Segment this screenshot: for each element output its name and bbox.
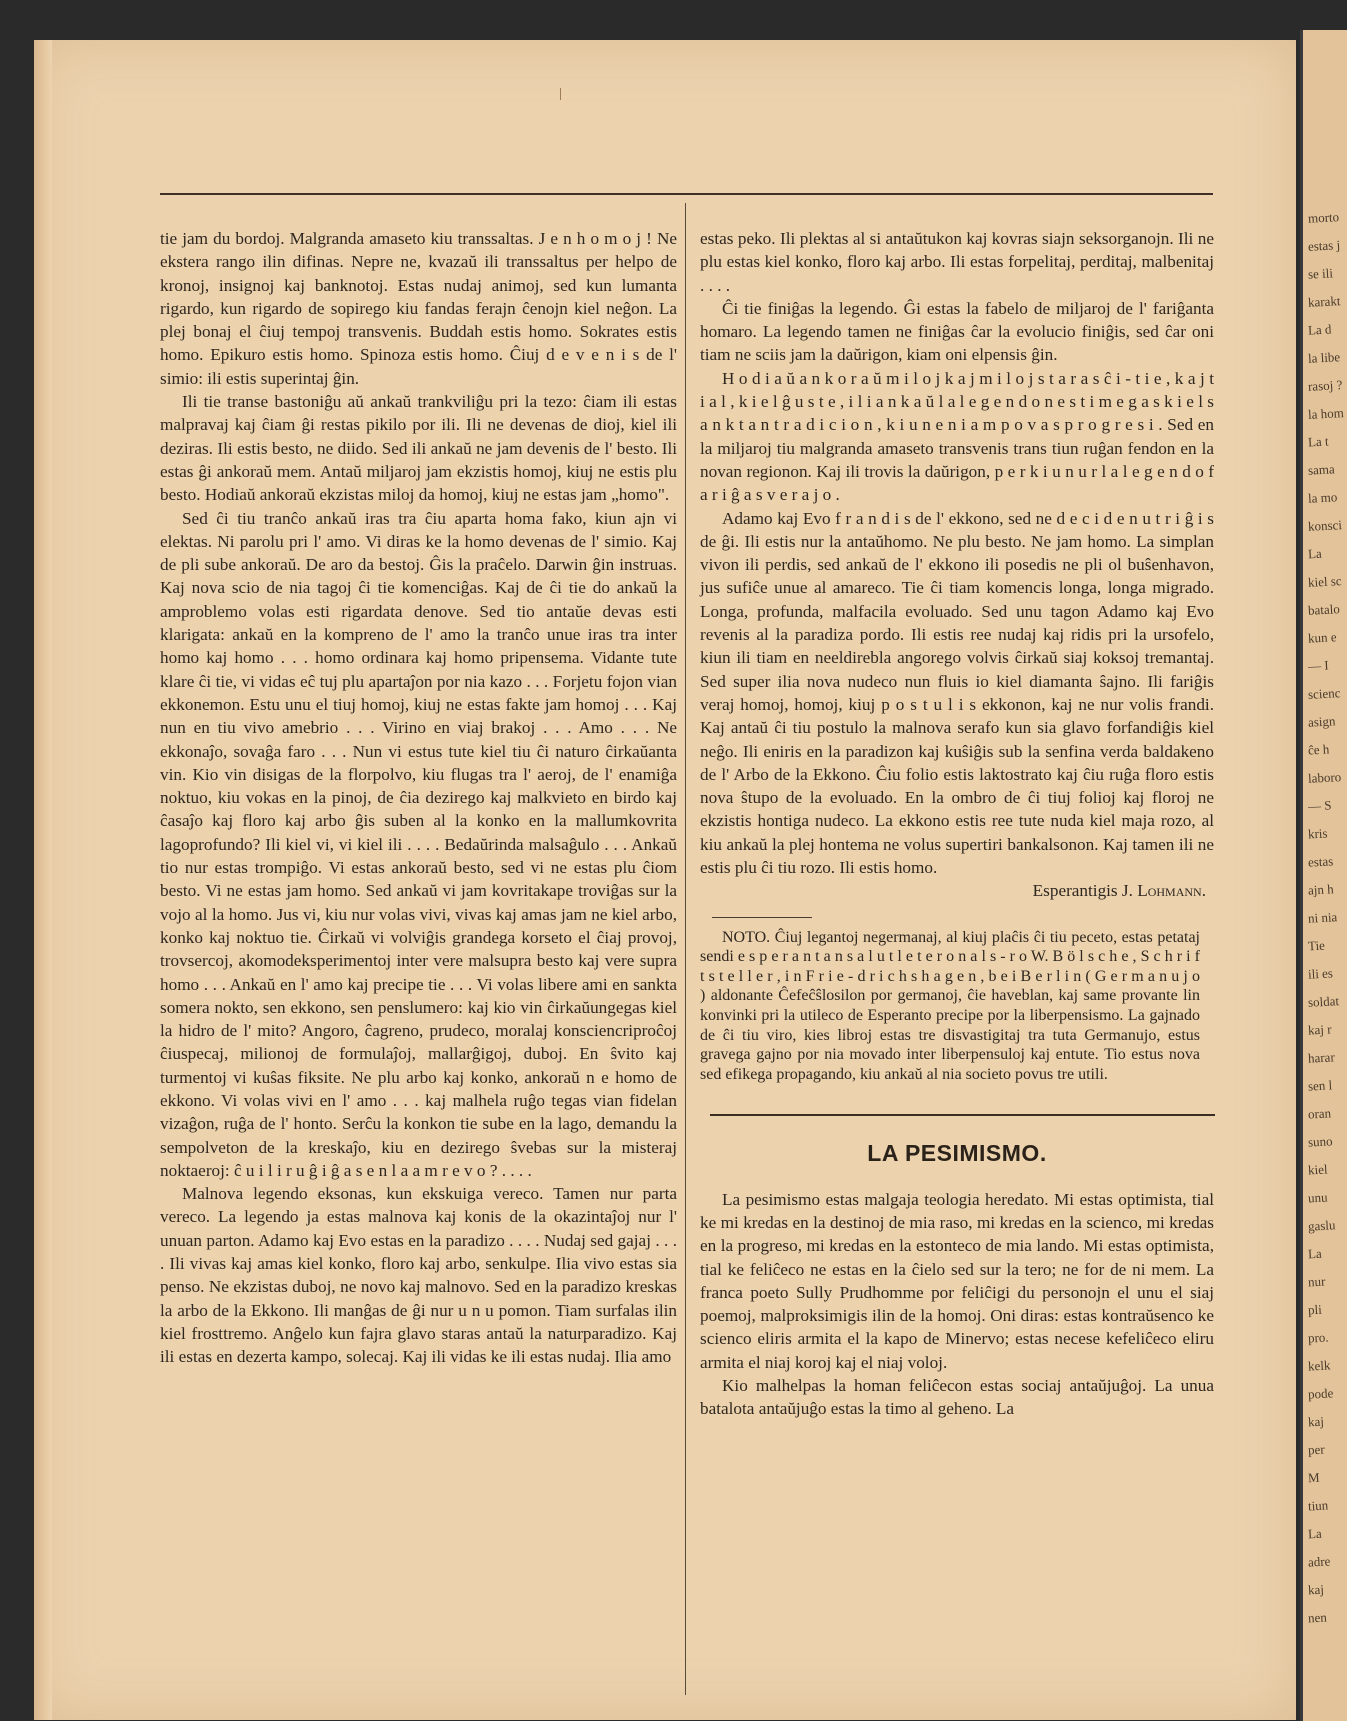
adjacent-page-fragment: ajn h <box>1307 881 1334 898</box>
adjacent-page-fragment: morto <box>1307 209 1340 226</box>
adjacent-page-fragment: scienc <box>1307 685 1341 702</box>
adjacent-page-fragment: ni nia <box>1307 909 1338 926</box>
footnote: NOTO. Ĉiuj legantoj negermanaj, al kiuj plaĉis ĉi tiu peceto, estas petataj sendi e s p e r a n t a n s a l u t l e t e r o n a l s - r o W. B ö l s c h e , S c h r i f t s t e l l e r , i n F r i e - d r i c h s h a g e n , b e i B e r l i n ( G e r m a n u j o ) aldonante Ĉefeĉŝlosilon por germanoj, ĉie haveblan, kaj same provante lin konvinki pri la utileco de Esperanto precipe por la liberpensismo. La gajnado de ĉi tiu viro, kies libroj estas tre disvastigitaj tra tuta Germanujo, estus gravega gajno por nia movado inter liberpensuloj kaj entute. Tio estus nova sed efikega propagando, kiu ankaŭ al nia societo povus tre utili. <box>700 928 1200 1083</box>
left-column <box>160 227 677 1369</box>
adjacent-page-fragment: nur <box>1307 1273 1326 1290</box>
adjacent-page-fragment: soldat <box>1307 993 1340 1010</box>
page-fold-shadow <box>34 40 52 1720</box>
adjacent-page-fragment: kaj r <box>1307 1021 1332 1038</box>
adjacent-page-fragment: kiel <box>1307 1161 1328 1178</box>
adjacent-page-fragment: estas <box>1307 853 1334 870</box>
adjacent-page-fragment: La t <box>1307 433 1329 450</box>
adjacent-page-fragment: asign <box>1307 713 1336 730</box>
adjacent-page-fragment: unu <box>1307 1189 1328 1206</box>
adjacent-page-fragment: batalo <box>1307 601 1341 618</box>
paragraph: Kio malhelpas la homan feliĉecon estas sociaj antaŭjuĝoj. La unua batalota antaŭjuĝo estas la timo al geheno. La <box>700 1376 1214 1419</box>
adjacent-page-fragment: kelk <box>1307 1357 1331 1374</box>
paragraph: Ili tie transe bastoniĝu aŭ ankaŭ trankviliĝu pri la tezo: ĉiam ili estas malpravaj kaj ĉiam ĝi restas pikilo por ili. Ili ne devenas de dioj, kiel ili deziras. Ili estis besto, ne diido. Sed ili ankaŭ ne jam devenis de l' besto. Ili estas ĝi ankoraŭ mem. Antaŭ miljaroj jam ekzistis homoj, kiuj ne estis plu besto. Hodiaŭ ankoraŭ ekzistas miloj da homoj, kiuj ne estas jam „homo". <box>160 392 677 505</box>
adjacent-page-fragment: kaj <box>1307 1413 1325 1430</box>
adjacent-page-fragment: estas j <box>1307 237 1341 254</box>
adjacent-page-fragment: karakt <box>1307 293 1341 310</box>
adjacent-page-fragment: — S <box>1307 797 1332 814</box>
adjacent-page-fragment: kiel sc <box>1307 573 1342 590</box>
paragraph: H o d i a ŭ a n k o r a ŭ m i l o j k a j m i l o j s t a r a s ĉ i - t i e , k a j t i a l , k i e l ĝ u s t e , i l i a n k a ŭ l a l e g e n d o n e s t i m e g a s k i e l s a n k t a n t r a d i c i o n , k i u n e n i a m p o v a s p r o g r e s i . Sed en la miljaroj tiu malgranda amaseto transvenis trans tiun ruĝan fendon en la novan regionon. Kaj ili trovis la daŭrigon, p e r k i u n u r l a l e g e n d o f a r i ĝ a s v e r a j o . <box>700 368 1214 505</box>
adjacent-page-edge <box>1300 30 1347 1721</box>
paragraph: La pesimismo estas malgaja teologia heredato. Mi estas optimista, tial ke mi kredas en la destinoj de mia raso, mi kredas en la scienco, mi kredas en la progreso, mi kredas en la estonteco de mia lando. Mi estas optimista, tial ke feliĉeco ne estas en la ĉielo sed sur la tero; ne for de ni mem. La franca poeto Sully Prudhomme por feliĉigi du personojn el unu el siaj poemoj, malproksimigis ilin de la homoj. Oni diras: estas kontraŭsenco ke scienco eliris armita el la kapo de Minervo; estas necese kefeliĉeco eliru armita el niaj koroj kaj el niaj voloj. <box>700 1189 1214 1372</box>
adjacent-page-fragment: — I <box>1307 657 1329 674</box>
paragraph: Ĉi tie finiĝas la legendo. Ĝi estas la fabelo de miljaroj de l' fariĝanta homaro. La legendo tamen ne finiĝas ĉar la evolucio finiĝis, sed ĉar oni tiam ne sciis jam la daŭrigon, kiam oni elpensis ĝin. <box>700 298 1214 365</box>
adjacent-page-fragment: se ili <box>1307 265 1334 282</box>
paragraph: estas peko. Ili plektas al si antaŭtukon kaj kovras siajn seksorganojn. Ili ne plu estas kiel konko, floro kaj arbo. Ili estas forpelitaj, perditaj, malbenitaj . . . . <box>700 229 1214 295</box>
paragraph: Adamo kaj Evo f r a n d i s de l' ekkono, sed ne d e c i d e n u t r i ĝ i s de ĝi. Ili estis nur la antaŭhomo. Ne plu besto. Ne jam homo. La simplan vivon ili perdis, sed ankaŭ de l' ekkono ili posedis ne pli ol buŝenhavon, jus sufiĉe unue al amareco. Tie ĉi tiam komencis longa, longa migrado. Longa, profunda, malfacila evoluado. Sed unu tagon Adamo kaj Evo revenis al la paradiza pordo. Ili estis ree nudaj kaj ridis pri la ursofelo, kiun ili tiam en neeldirebla angorego volvis ĉirkaŭ siaj koksoj tremantaj. Sed super ilia nova nudeco nun fluis io kiel diamanta ŝajno. Ili fariĝis veraj homoj, homoj, kiuj p o s t u l i s ekkonon, kaj ne nur volis frandi. Kaj antaŭ ĉi tiu postulo la malnova serafo kun sia glavo forfandiĝis kiel neĝo. Ili eniris en la paradizon kaj kuŝiĝis sub la senfina verda baldakeno de l' Arbo de la Ekkono. Ĉiu folio estis laktostrato kaj ĉiu ruĝa floro estis nova ŝtupo de la evoluado. En la ombro de ĉi tiuj folioj kaj floroj ne ekzistis hontiga nudeco. La ekkono estis ree tute nuda kiel maja rozo, al kiu ankaŭ la plej hontema ne volus supertiri bankalsonon. Kaj tamen ili ne estis plu ĉi tiu rozo. Ili estis homo. <box>700 508 1214 878</box>
adjacent-page-fragment: ili es <box>1307 965 1334 982</box>
right-column <box>700 227 1214 1421</box>
adjacent-page-fragment: konsci <box>1307 517 1343 534</box>
adjacent-page-fragment: pro. <box>1307 1329 1329 1346</box>
paragraph: Malnova legendo eksonas, kun ekskuiga vereco. Tamen nur parta vereco. La legendo ja estas malnova kaj konis de la okazintaĵoj nur l' unuan parton. Adamo kaj Evo estas en la paradizo . . . . Nudaj sed gajaj . . . . Ili vivas kaj amas kiel konko, floro kaj arbo, senkulpe. Ilia vivo estas sia penso. Ne ekzistas duboj, ne novo kaj malnovo. Sed en la paradizo kreskas la arbo de la Ekkono. Ili manĝas de ĝi nur u n u pomon. Tiam surfalas ilin kiel frosttremo. Anĝelo kun fajra glavo staras antaŭ la naturparadizo. Kaj ili estas en dezerta kampo, solecaj. Kaj ili vidas ke ili estas nudaj. Ilia amo <box>160 1184 677 1367</box>
adjacent-page-fragment: harar <box>1307 1049 1336 1066</box>
signature-prefix: Esperantigis J. <box>1032 881 1133 901</box>
adjacent-page-fragment: La <box>1307 1525 1323 1542</box>
paragraph: tie jam du bordoj. Malgranda amaseto kiu transsaltas. J e n h o m o j ! Ne ekstera rango ilin difinas. Nepre ne, kvazaŭ ili transsaltus per helpo de kronoj, insignoj kaj banknotoj. Estas nudaj animoj, sed kun lumanta rigardo, kun rigardo de sopirego kiu fandas ferajn ĉenojn kiel neĝon. La plej bonaj el ĉiuj tempoj transvenis. Buddah estis homo. Sokrates estis homo. Epikuro estis homo. Spinoza estis homo. Ĉiuj d e v e n i s de l' simio: ili estis superintaj ĝin. <box>160 229 677 388</box>
header-rule <box>160 193 1213 195</box>
adjacent-page-fragment: pli <box>1307 1301 1323 1318</box>
adjacent-page-fragment: oran <box>1307 1105 1332 1122</box>
adjacent-page-fragment: tiun <box>1307 1497 1329 1514</box>
adjacent-page-fragment: La <box>1307 1245 1323 1262</box>
adjacent-page-fragment: gaslu <box>1307 1217 1336 1234</box>
paragraph: Sed ĉi tiu tranĉo ankaŭ iras tra ĉiu aparta homa fako, kiun ajn vi elektas. Ni parolu pri l' amo. Vi diras ke la homo devenas de l' simio. Kaj de pli sube ankoraŭ. De aro da bestoj. Ĝis la praĉelo. Darwin ĝin instruas. Kaj nova scio de nia tagoj ĉi tie komenciĝas. Kaj de ĉi tie do ankaŭ la amproblemo volas esti rigardata denove. Sed tio antaŭe devas esti klarigata: ankaŭ en la kompreno de l' amo la tranĉo unue iras tra inter homo kaj homo . . . homo ordinara kaj homo pripensema. Vidante tute klare ĉi tie, vi vidas eĉ tuj plu apartaĵon por nia kazo . . . Forjetu fojon vian ekkonemon. Estu unu el tiuj homoj, kiuj ne estas fakte jam homoj . . . Kaj nun en tiu vivo amebrio . . . Virino en viaj brakoj . . . Amo . . . Ne ekkonaĵo, sovaĝa faro . . . Nun vi estus tute kiel tiu ĉi naturo ĉirkaŭanta vin. Kio vin disigas de la florpolvo, kiu flugas tra l' aeroj, de l' enamiĝa noktuo, kiu vokas en la pinoj, de ĉia dezirego kaj malkvieto en birdo kaj ĉasaĵo kaj floro kaj arbo ĝis suben al la konko en la mallumkovrita lagoprofundo? Ili kiel vi, vi kiel ili . . . . Bedaŭrinda malsaĝulo . . . Ankaŭ tio nur estas trompiĝo. Vi estas ankoraŭ besto, sed vi ne estas plu ĉiom besto. Vi ne estas jam homo. Sed ankaŭ vi jam kovritakape troviĝas sur la vojo al la homo. Jus vi, kiu nur volas vivi, vivas kaj amas jam ne kiel arbo, konko kaj noktuo tie. Ĉirkaŭ vi volviĝis grandega korseto el ĉiaj provoj, trovsercoj, akomodeksperimentoj inter vere malsupra besto kaj vere supra homo . . . Ankaŭ en l' amo kaj precipe tie . . . Vi volas libere ami en sankta somera nokto, sen ekkono, sen penslumero: kaj kio vin ĉirkaŭungegas kiel la hidro de l' mito? Angoro, ĉagreno, prudeco, moralaj konsciencriproĉoj ĉiuspecaj, milionoj de formulaĵoj, mallarĝigoj, duboj. En ŝvito kaj turmentoj vi kuŝas fiksite. Ne plu arbo kaj konko, ankoraŭ n e homo de ekkono. Vi volas vivi en l' amo . . . kaj malhela ruĝo tegas vian fidelan vizaĝon, ruĝa de l' honto. Serĉu la konkon tie sube en la lago, demandu la sempolveton de la kreskaĵo, kiu en dezirego ŝvebas sur la misteraj noktaeroj: ĉ u i l i r u ĝ i ĝ a s e n l a a m r e v o ? . . . . <box>160 508 677 1180</box>
adjacent-page-fragment: La <box>1307 545 1323 562</box>
adjacent-page-fragment: ĉe h <box>1307 741 1330 758</box>
section-rule <box>710 1114 1215 1116</box>
adjacent-page-fragment: rasoj ? <box>1307 377 1343 394</box>
adjacent-page-fragment: kris <box>1307 825 1328 842</box>
adjacent-page-fragment: La d <box>1307 321 1332 338</box>
signature-name: Lohmann. <box>1137 881 1206 901</box>
adjacent-page-fragment: Tie <box>1307 937 1326 954</box>
adjacent-page-fragment: nen <box>1307 1609 1328 1626</box>
note-rule <box>712 917 812 918</box>
adjacent-page-fragment: laboro <box>1307 769 1342 786</box>
adjacent-page-fragment: per <box>1307 1441 1325 1458</box>
adjacent-page-fragment: kun e <box>1307 629 1337 646</box>
adjacent-page-fragment: la libe <box>1307 349 1341 366</box>
scan-background <box>0 0 1347 40</box>
adjacent-page-fragment: suno <box>1307 1133 1333 1150</box>
paper-mark <box>560 88 561 100</box>
column-divider <box>685 203 686 1695</box>
adjacent-page-fragment: sen l <box>1307 1077 1333 1094</box>
adjacent-page-fragment: la mo <box>1307 489 1338 506</box>
adjacent-page-fragment: M <box>1307 1469 1320 1486</box>
adjacent-page-fragment: la hom <box>1307 405 1345 422</box>
article-title: LA PESIMISMO. <box>867 1140 1047 1167</box>
adjacent-page-fragment: kaj <box>1307 1581 1325 1598</box>
adjacent-page-fragment: pode <box>1307 1385 1334 1402</box>
adjacent-page-fragment: sama <box>1307 461 1336 478</box>
adjacent-page-fragment: adre <box>1307 1553 1331 1570</box>
translator-signature <box>700 879 1214 902</box>
